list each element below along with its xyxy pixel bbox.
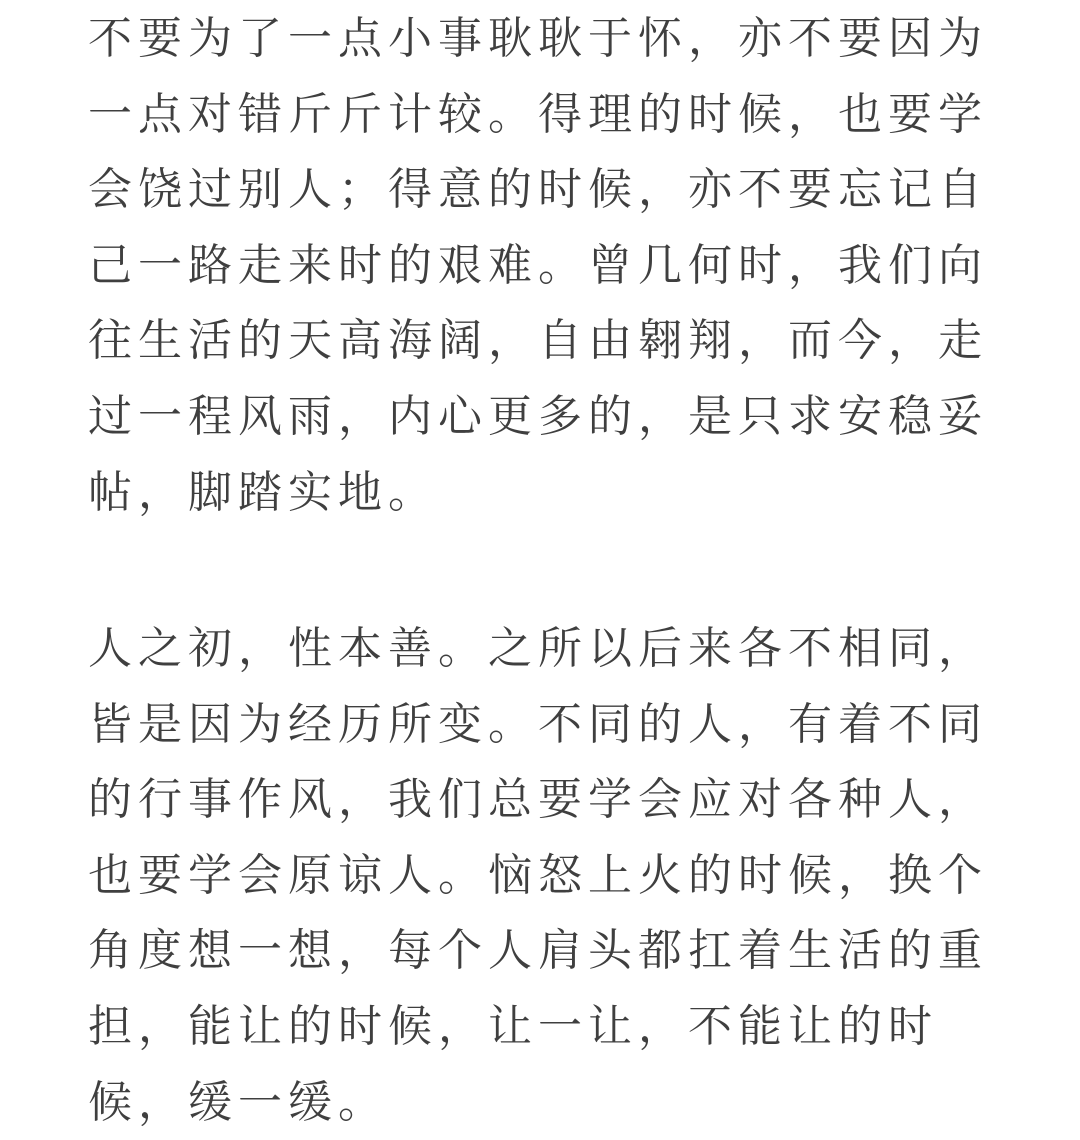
text-line: 会饶过别人；得意的时候，亦不要忘记自 <box>88 164 988 216</box>
text-line: 皆是因为经历所变。不同的人，有着不同 <box>88 698 988 750</box>
article-body <box>88 0 998 1128</box>
text-line: 候，缓一缓。 <box>88 1076 388 1128</box>
text-line: 往生活的天高海阔，自由翱翔，而今，走 <box>88 315 988 367</box>
text-line: 人之初，性本善。之所以后来各不相同， <box>88 623 988 674</box>
paragraph-2 <box>88 611 988 1140</box>
text-line: 过一程风雨，内心更多的，是只求安稳妥 <box>88 390 988 442</box>
text-line: 不要为了一点小事耿耿于怀，亦不要因为 <box>88 13 988 64</box>
text-line: 的行事作风，我们总要学会应对各种人， <box>88 774 988 826</box>
text-line: 帖，脚踏实地。 <box>88 466 438 518</box>
text-line: 也要学会原谅人。恼怒上火的时候，换个 <box>88 849 988 901</box>
text-line: 担，能让的时候，让一让，不能让的时 <box>88 1000 938 1052</box>
text-line: 角度想一想，每个人肩头都扛着生活的重 <box>88 925 988 977</box>
text-line: 己一路走来时的艰难。曾几何时，我们向 <box>88 239 988 291</box>
text-line: 一点对错斤斤计较。得理的时候，也要学 <box>88 88 988 140</box>
paragraph-1 <box>88 1 998 530</box>
